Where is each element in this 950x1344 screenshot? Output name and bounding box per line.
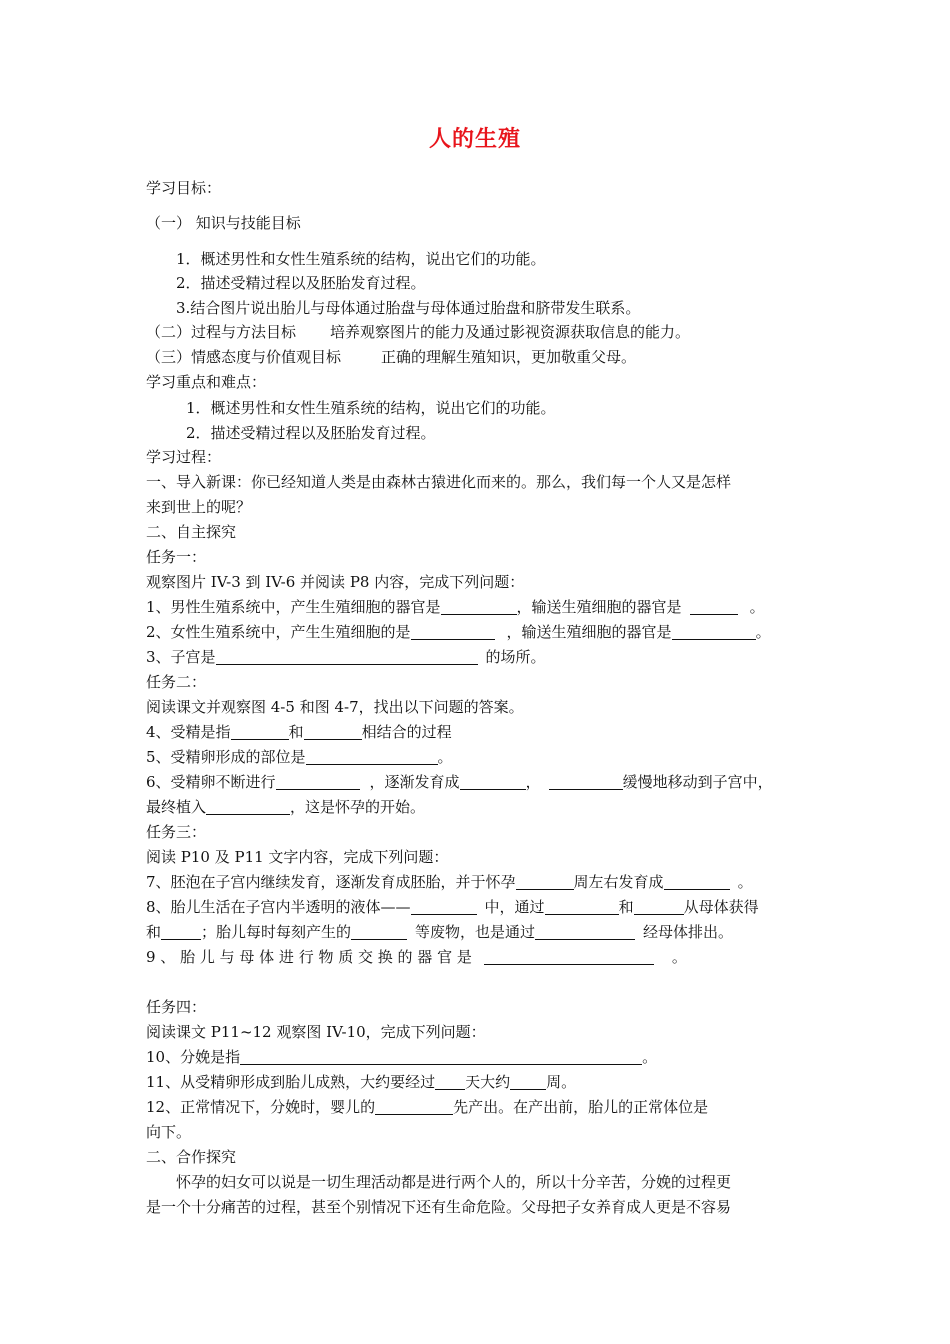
- method-objective-text: 培养观察图片的能力及通过影视资源获取信息的能力。: [330, 323, 691, 341]
- answer-blank[interactable]: [441, 599, 517, 615]
- objectives-heading: 学习目标：: [146, 179, 222, 197]
- question-text: 2、女性生殖系统中，产生生殖细胞的是: [146, 623, 411, 641]
- answer-blank[interactable]: [351, 924, 407, 940]
- question-text: 1、男性生殖系统中，产生生殖细胞的器官是: [146, 598, 441, 616]
- answer-blank[interactable]: [206, 799, 290, 815]
- answer-blank[interactable]: [231, 724, 289, 740]
- question-9: [146, 947, 687, 967]
- answer-blank[interactable]: [516, 874, 574, 890]
- task-heading: 任务一：: [146, 548, 207, 566]
- objective-item: 2．描述受精过程以及胚胎发育过程。: [176, 274, 426, 292]
- task-instruction: 阅读 P10 及 P11 文字内容，完成下列问题：: [146, 848, 449, 866]
- question-7: [146, 872, 753, 892]
- question-text: 周。: [546, 1073, 577, 1091]
- question-3: [146, 647, 546, 667]
- question-text: 8、胎儿生活在子宫内半透明的液体——: [146, 898, 411, 916]
- paragraph-line: 怀孕的妇女可以说是一切生理活动都是进行两个人的，所以十分辛苦，分娩的过程更: [176, 1173, 732, 1191]
- answer-blank[interactable]: [535, 924, 635, 940]
- question-text: 12、正常情况下，分娩时，婴儿的: [146, 1098, 376, 1116]
- question-text: ；胎儿每时每刻产生的: [201, 923, 352, 941]
- question-6: [146, 772, 773, 792]
- question-text: 等废物，也是通过: [415, 923, 536, 941]
- answer-blank[interactable]: [161, 924, 201, 940]
- intro-line: 来到世上的呢？: [146, 498, 252, 516]
- question-12-cont: 向下。: [146, 1123, 192, 1141]
- attitude-objective: [146, 347, 636, 367]
- task-instruction: 阅读课文并观察图 4-5 和图 4-7，找出以下问题的答案。: [146, 698, 524, 716]
- question-11: [146, 1072, 576, 1092]
- question-5: [146, 747, 453, 767]
- question-text: ，: [525, 773, 541, 791]
- question-12: [146, 1097, 708, 1117]
- question-text: 天大约: [465, 1073, 511, 1091]
- attitude-objective-label: （三）情感态度与价值观目标: [146, 348, 342, 366]
- question-8: [146, 897, 759, 917]
- question-text: ，输送生殖细胞的器官是: [506, 623, 672, 641]
- key-point-item: 1．概述男性和女性生殖系统的结构，说出它们的功能。: [186, 399, 556, 417]
- task-heading: 任务二：: [146, 673, 207, 691]
- answer-blank[interactable]: [460, 774, 526, 790]
- question-text: 经母体排出。: [643, 923, 734, 941]
- answer-blank[interactable]: [545, 899, 619, 915]
- method-objective-label: （二）过程与方法目标: [146, 323, 297, 341]
- question-6-cont: [146, 797, 425, 817]
- question-1: [146, 597, 765, 617]
- answer-blank[interactable]: [435, 1074, 465, 1090]
- section-heading: 二、自主探究: [146, 523, 237, 541]
- question-text: 和: [288, 723, 304, 741]
- question-text: 和: [146, 923, 162, 941]
- key-points-heading: 学习重点和难点：: [146, 373, 267, 391]
- question-text: 11、从受精卵形成到胎儿成熟，大约要经过: [146, 1073, 436, 1091]
- question-text: 。: [671, 948, 687, 966]
- question-text: 5、受精卵形成的部位是: [146, 748, 306, 766]
- question-text: 最终植入: [146, 798, 207, 816]
- answer-blank[interactable]: [672, 624, 756, 640]
- answer-blank[interactable]: [276, 774, 360, 790]
- question-text: 。: [437, 748, 453, 766]
- objective-item: 1．概述男性和女性生殖系统的结构，说出它们的功能。: [176, 250, 546, 268]
- question-text: 缓慢地移动到子宫中，: [622, 773, 773, 791]
- question-text: 3、子宫是: [146, 648, 216, 666]
- question-text: 9 、 胎 儿 与 母 体 进 行 物 质 交 换 的 器 官 是: [146, 948, 472, 966]
- question-text: 的场所。: [485, 648, 546, 666]
- answer-blank[interactable]: [510, 1074, 546, 1090]
- question-2: [146, 622, 771, 642]
- question-text: 中，通过: [484, 898, 545, 916]
- question-8-cont: [146, 922, 733, 942]
- knowledge-objective-heading: （一） 知识与技能目标: [146, 214, 301, 232]
- task-instruction: 观察图片 IV-3 到 IV-6 并阅读 P8 内容，完成下列问题：: [146, 573, 525, 591]
- question-4: [146, 722, 452, 742]
- answer-blank[interactable]: [411, 899, 477, 915]
- question-text: 6、受精卵不断进行: [146, 773, 276, 791]
- objective-item: 3.结合图片说出胎儿与母体通过胎盘与母体通过胎盘和脐带发生联系。: [176, 299, 641, 317]
- question-text: 。: [642, 1048, 658, 1066]
- task-heading: 任务三：: [146, 823, 207, 841]
- answer-blank[interactable]: [304, 724, 362, 740]
- question-text: ，这是怀孕的开始。: [290, 798, 426, 816]
- question-text: 10、分娩是指: [146, 1048, 241, 1066]
- answer-blank[interactable]: [549, 774, 623, 790]
- question-text: 。: [749, 598, 765, 616]
- answer-blank[interactable]: [306, 749, 438, 765]
- task-heading: 任务四：: [146, 998, 207, 1016]
- question-text: 和: [618, 898, 634, 916]
- question-text: 4、受精是指: [146, 723, 231, 741]
- question-text: 周左右发育成: [573, 873, 664, 891]
- page-title: 人的生殖: [428, 127, 521, 152]
- process-heading: 学习过程：: [146, 448, 222, 466]
- question-text: 。: [755, 623, 771, 641]
- intro-line: 一、导入新课：你已经知道人类是由森林古猿进化而来的。那么，我们每一个人又是怎样: [146, 473, 732, 491]
- answer-blank[interactable]: [240, 1049, 642, 1065]
- question-10: [146, 1047, 657, 1067]
- answer-blank[interactable]: [690, 599, 738, 615]
- answer-blank[interactable]: [664, 874, 730, 890]
- paragraph-line: 是一个十分痛苦的过程，甚至个别情况下还有生命危险。父母把子女养育成人更是不容易: [146, 1198, 732, 1216]
- answer-blank[interactable]: [411, 624, 495, 640]
- answer-blank[interactable]: [216, 649, 478, 665]
- answer-blank[interactable]: [484, 949, 654, 965]
- question-text: 7、胚泡在子宫内继续发育，逐渐发育成胚胎，并于怀孕: [146, 873, 516, 891]
- question-text: ，输送生殖细胞的器官是: [516, 598, 682, 616]
- attitude-objective-text: 正确的理解生殖知识，更加敬重父母。: [381, 348, 637, 366]
- answer-blank[interactable]: [375, 1099, 453, 1115]
- question-text: 相结合的过程: [361, 723, 452, 741]
- question-text: 先产出。在产出前，胎儿的正常体位是: [453, 1098, 709, 1116]
- method-objective: [146, 322, 690, 342]
- key-point-item: 2．描述受精过程以及胚胎发育过程。: [186, 424, 436, 442]
- question-text: 从母体获得: [683, 898, 759, 916]
- question-text: 。: [737, 873, 753, 891]
- task-instruction: 阅读课文 P11~12 观察图 IV-10，完成下列问题：: [146, 1023, 486, 1041]
- section-heading: 二、合作探究: [146, 1148, 237, 1166]
- question-text: ，逐渐发育成: [369, 773, 460, 791]
- answer-blank[interactable]: [634, 899, 684, 915]
